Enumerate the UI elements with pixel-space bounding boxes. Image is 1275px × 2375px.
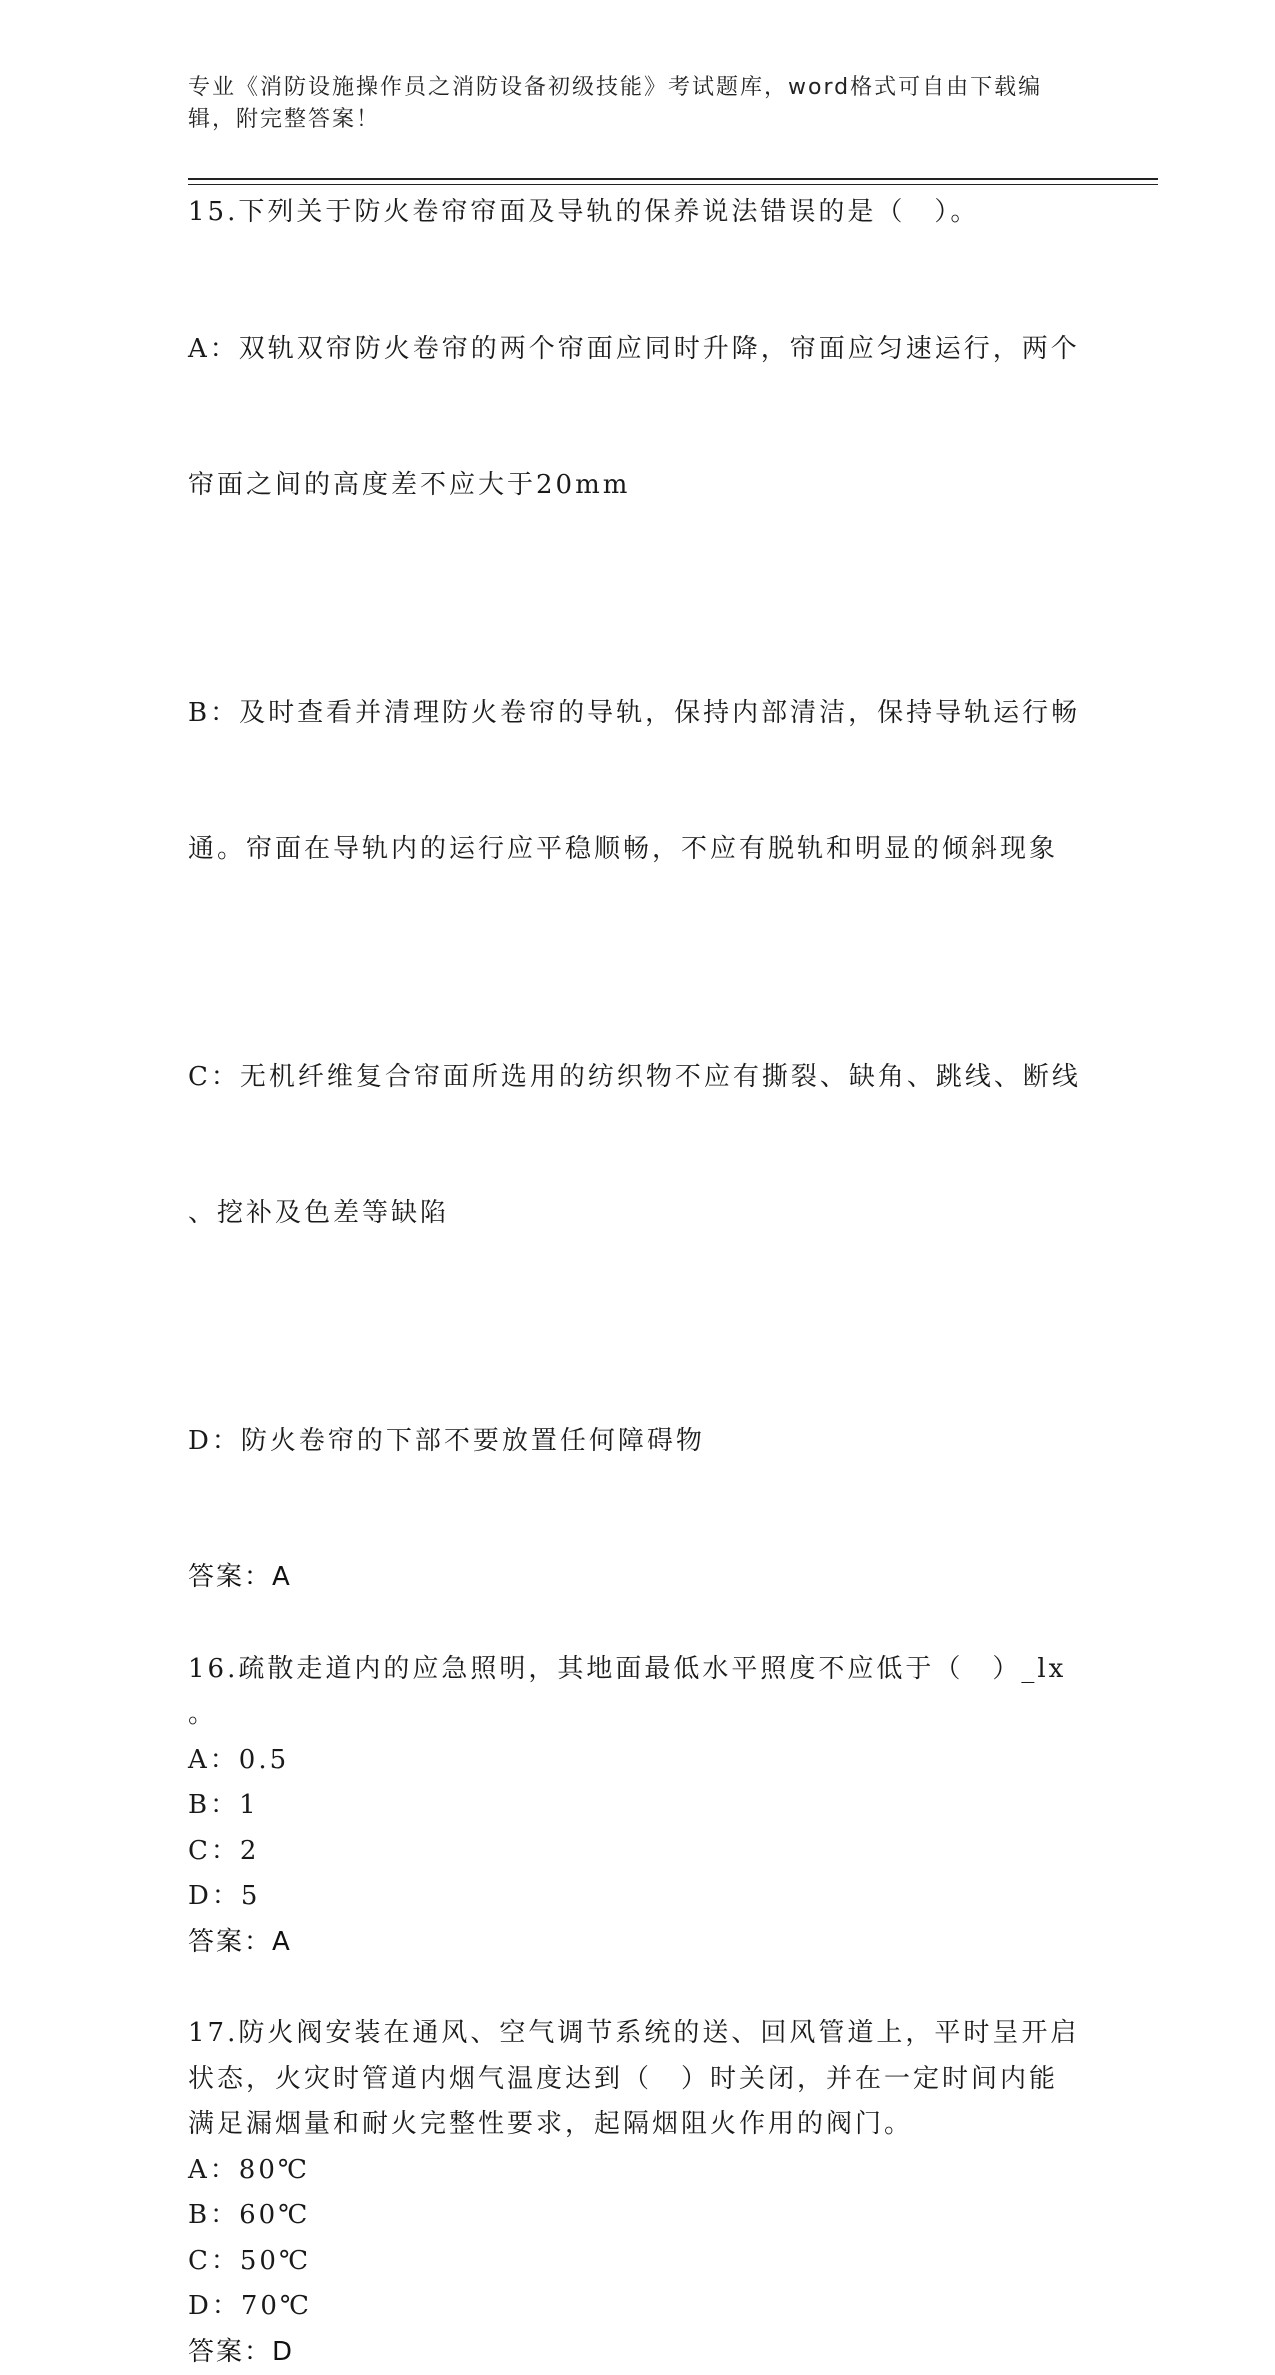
question-16 <box>188 1647 1088 1966</box>
question-list <box>188 190 1088 2375</box>
header-line-1: 专业《消防设施操作员之消防设备初级技能》考试题库，word格式可自由下载编 <box>188 72 1078 104</box>
option-d: D：5 <box>188 1874 1088 1920</box>
option-a: A：0.5 <box>188 1738 1088 1784</box>
option-line: C：无机纤维复合帘面所选用的纺织物不应有撕裂、缺角、跳线、断线 <box>188 1055 1088 1101</box>
option-b <box>188 600 1088 964</box>
option-line: 通。帘面在导轨内的运行应平稳顺畅，不应有脱轨和明显的倾斜现象 <box>188 827 1088 873</box>
option-a: A：80℃ <box>188 2148 1088 2194</box>
option-c: C：50℃ <box>188 2239 1088 2285</box>
option-c <box>188 964 1088 1328</box>
answer-label: 答案：A <box>188 1920 1088 1966</box>
option-line: B：及时查看并清理防火卷帘的导轨，保持内部清洁，保持导轨运行畅 <box>188 691 1088 737</box>
question-spacer <box>188 1601 1088 1647</box>
option-c: C：2 <box>188 1829 1088 1875</box>
option-line: 、挖补及色差等缺陷 <box>188 1191 1088 1237</box>
question-stem-line: 15.下列关于防火卷帘帘面及导轨的保养说法错误的是（ ）。 <box>188 190 1088 236</box>
question-stem-line: 。 <box>188 1692 1088 1738</box>
header-line-2: 辑，附完整答案！ <box>188 104 1078 136</box>
document-header <box>188 72 1078 136</box>
question-stem-line: 17.防火阀安装在通风、空气调节系统的送、回风管道上，平时呈开启 <box>188 2011 1088 2057</box>
option-d: D：70℃ <box>188 2284 1088 2330</box>
question-17 <box>188 2011 1088 2375</box>
question-stem-line: 状态，火灾时管道内烟气温度达到（ ）时关闭，并在一定时间内能 <box>188 2057 1088 2103</box>
option-b: B：1 <box>188 1783 1088 1829</box>
header-divider-thin <box>188 184 1158 185</box>
answer-label: 答案：A <box>188 1555 1088 1601</box>
question-15 <box>188 190 1088 1601</box>
question-stem-line: 满足漏烟量和耐火完整性要求，起隔烟阻火作用的阀门。 <box>188 2102 1088 2148</box>
header-divider-thick <box>188 178 1158 180</box>
option-a <box>188 236 1088 600</box>
option-line: 帘面之间的高度差不应大于20mm <box>188 463 1088 509</box>
option-b: B：60℃ <box>188 2193 1088 2239</box>
question-spacer <box>188 1965 1088 2011</box>
answer-label: 答案：D <box>188 2330 1088 2375</box>
option-line: D：防火卷帘的下部不要放置任何障碍物 <box>188 1419 1088 1465</box>
option-line: A：双轨双帘防火卷帘的两个帘面应同时升降，帘面应匀速运行，两个 <box>188 327 1088 373</box>
option-d <box>188 1328 1088 1556</box>
question-stem-line: 16.疏散走道内的应急照明，其地面最低水平照度不应低于（ ）_lx <box>188 1647 1088 1693</box>
